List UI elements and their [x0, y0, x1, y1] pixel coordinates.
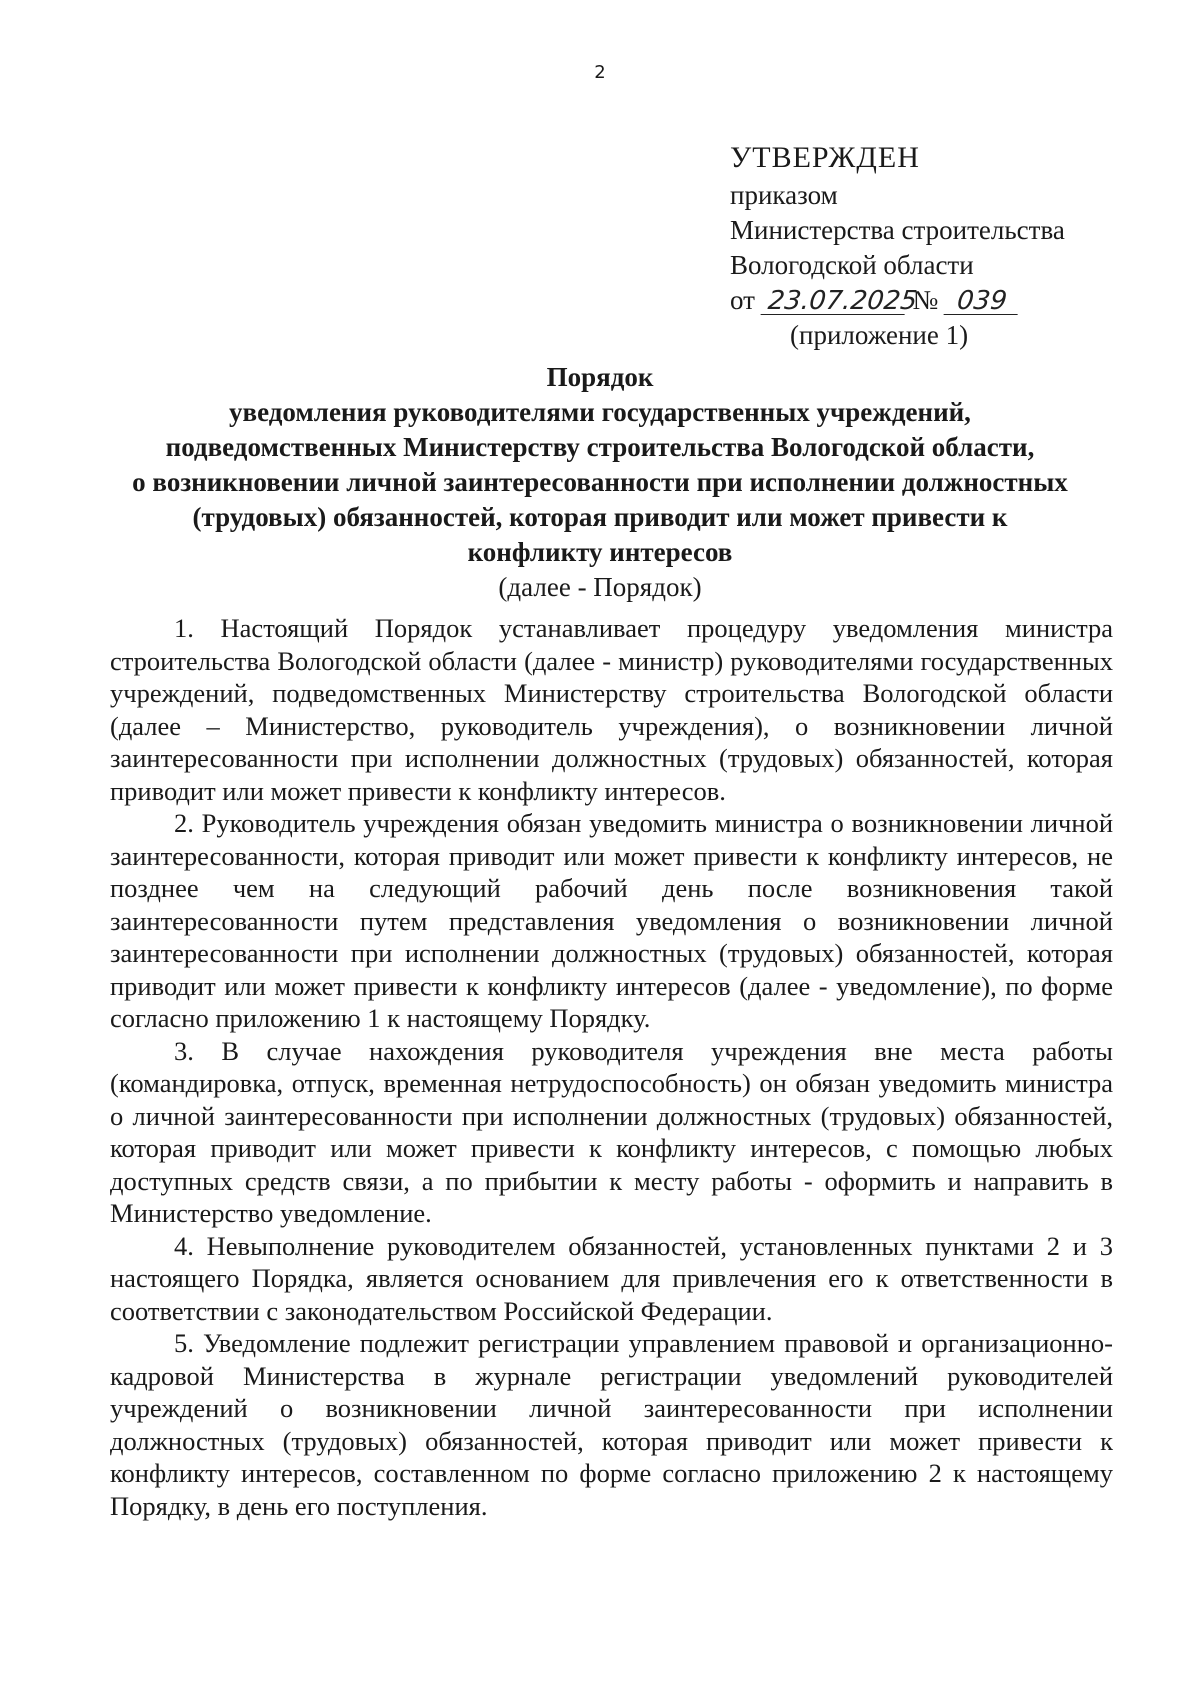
title-line-3: подведомственных Министерству строительства Вологодской области,	[165, 432, 1035, 462]
paragraph-5: 5. Уведомление подлежит регистрации управлением правовой и организационно-кадровой Министерства в журнале регистрации уведомлений руководителей учреждений о возникновении личной заинтересованности при исполнении должностных (трудовых) обязанностей, которая приводит или может привести к конфликту интересов, составленном по форме согласно приложению 2 к настоящему Порядку, в день его поступления.	[110, 1328, 1113, 1521]
approval-date-line	[730, 283, 1130, 318]
approval-line-region: Вологодской области	[730, 250, 974, 280]
paragraph-3: 3. В случае нахождения руководителя учреждения вне места работы (командировка, отпуск, временная нетрудоспособность) он обязан уведомить министра о личной заинтересованности при исполнении должностных (трудовых) обязанностей, которая приводит или может привести к конфликту интересов, с помощью любых доступных средств связи, а по прибытии к месту работы - оформить и направить в Министерство уведомление.	[110, 1035, 1113, 1228]
page-number: 2	[594, 62, 606, 83]
handwritten-number: 039	[944, 288, 1021, 315]
paragraph-4: 4. Невыполнение руководителем обязанностей, установленных пунктами 2 и 3 настоящего Порядка, является основанием для привлечения его к ответственности в соответствии с законодательством Российской Федерации.	[110, 1230, 1113, 1326]
title-subtitle: (далее - Порядок)	[498, 572, 702, 602]
document-body	[110, 612, 1113, 1522]
title-line-1: Порядок	[546, 362, 654, 392]
approval-heading: УТВЕРЖДЕН	[730, 141, 920, 174]
handwritten-date: 23.07.2025	[760, 288, 907, 315]
approval-stamp	[730, 138, 1130, 353]
paragraph-1: 1. Настоящий Порядок устанавливает процедуру уведомления министра строительства Вологодской области (далее - министр) руководителями государственных учреждений, подведомственных Министерству строительства Вологодской области (далее – Министерство, руководитель учреждения), о возникновении личной заинтересованности при исполнении должностных (трудовых) обязанностей, которая приводит или может привести к конфликту интересов.	[110, 613, 1113, 806]
approval-line-ministry: Министерства строительства	[730, 215, 1065, 245]
appendix-label: (приложение 1)	[790, 320, 969, 350]
title-line-5: (трудовых) обязанностей, которая приводит или может привести к	[192, 502, 1008, 532]
title-line-4: о возникновении личной заинтересованности при исполнении должностных	[132, 467, 1068, 497]
paragraph-2: 2. Руководитель учреждения обязан уведомить министра о возникновении личной заинтересованности, которая приводит или может привести к конфликту интересов, не позднее чем на следующий рабочий день после возникновения такой заинтересованности путем представления уведомления о возникновении личной заинтересованности при исполнении должностных (трудовых) обязанностей, которая приводит или может привести к конфликту интересов (далее - уведомление), по форме согласно приложению 1 к настоящему Порядку.	[110, 808, 1113, 1033]
date-prefix: от	[730, 285, 755, 315]
number-label: №	[912, 285, 939, 315]
title-line-2: уведомления руководителями государственных учреждений,	[229, 397, 971, 427]
title-line-6: конфликту интересов	[467, 537, 733, 567]
document-title	[100, 360, 1100, 605]
approval-line-order: приказом	[730, 180, 838, 210]
